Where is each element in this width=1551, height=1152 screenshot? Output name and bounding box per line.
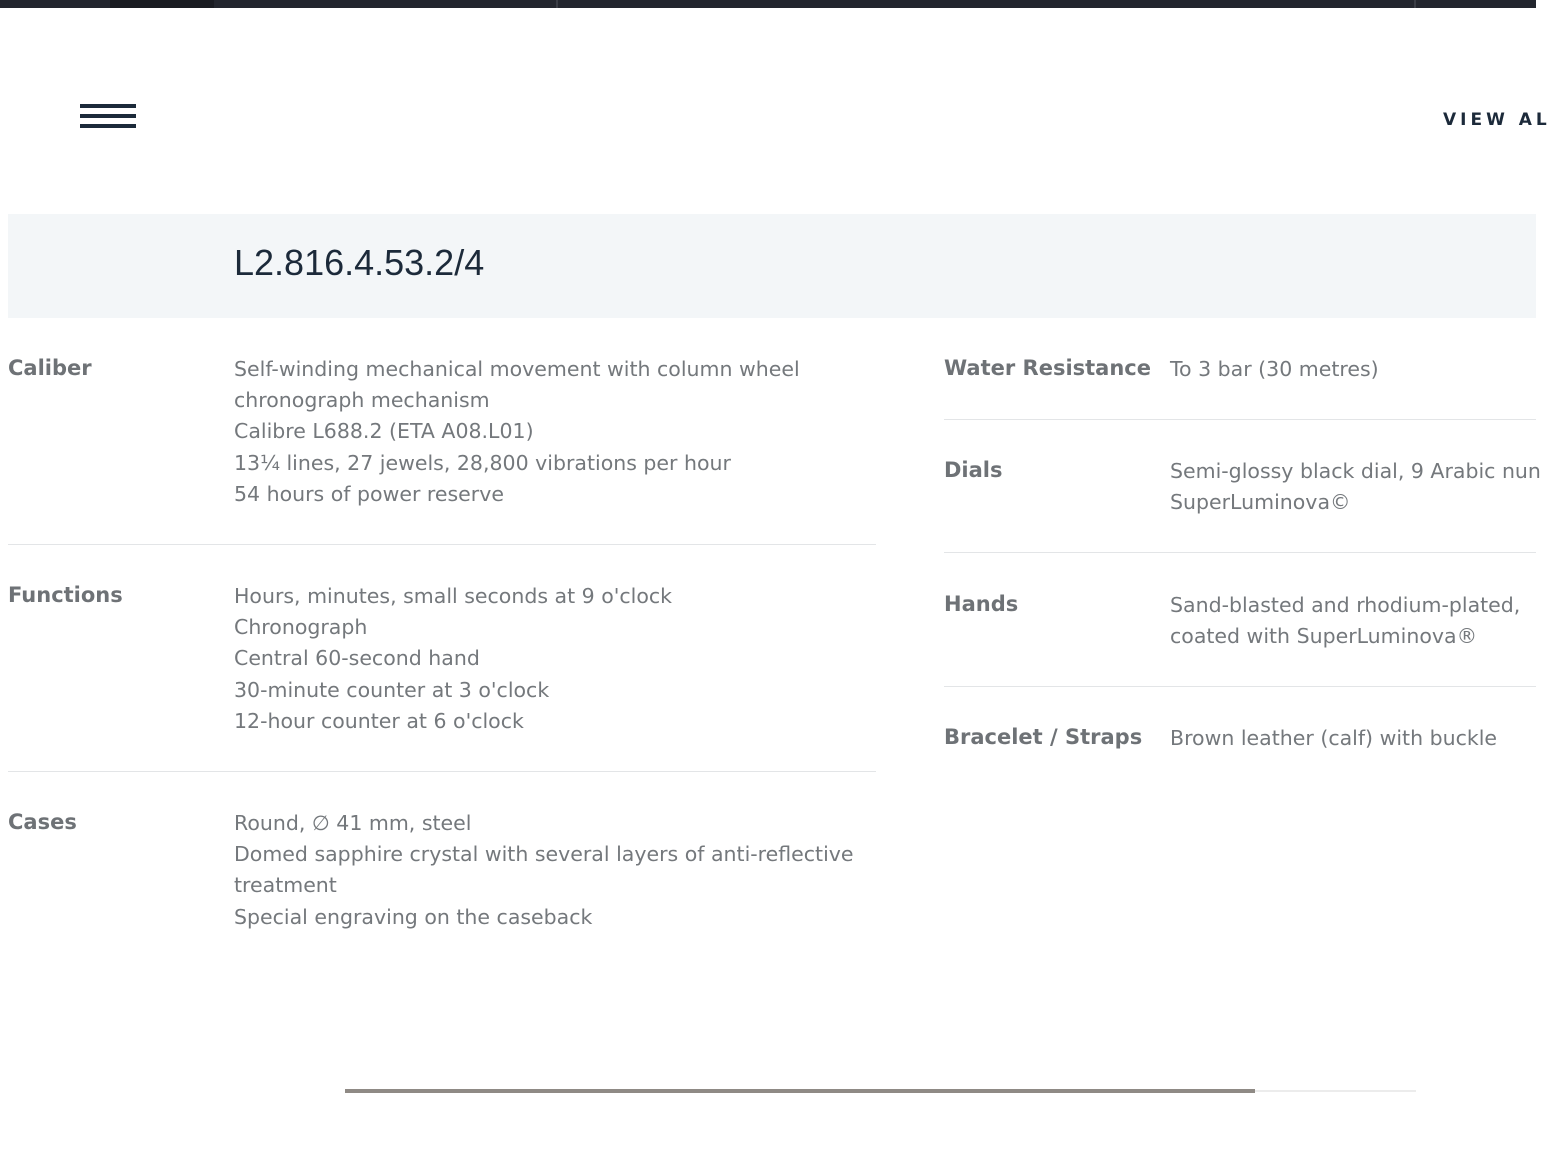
spec-line: Round, ∅ 41 mm, steel — [234, 811, 472, 835]
spec-label-water-resistance: Water Resistance — [944, 356, 1151, 380]
product-reference: L2.816.4.53.2/4 — [234, 242, 485, 283]
hamburger-line — [80, 124, 136, 128]
spec-value-caliber — [234, 354, 800, 510]
spec-label-hands: Hands — [944, 592, 1019, 616]
spec-line: Calibre L688.2 (ETA A08.L01) — [234, 419, 534, 444]
spec-line: chronograph mechanism — [234, 388, 490, 413]
spec-line: Domed sapphire crystal with several layers of anti-reflective — [234, 842, 854, 867]
spec-value-hands — [1170, 590, 1520, 652]
spec-line: Self-winding mechanical movement with column wheel — [234, 357, 800, 381]
spec-value-bracelet-straps — [1170, 723, 1497, 754]
spec-divider — [944, 686, 1536, 687]
spec-label-bracelet-straps: Bracelet / Straps — [944, 725, 1143, 749]
spec-divider — [8, 771, 876, 772]
spec-divider — [8, 544, 876, 545]
spec-line: treatment — [234, 873, 337, 898]
spec-value-dials — [1170, 456, 1541, 518]
top-bar-divider — [1414, 0, 1416, 8]
spec-line: Sand-blasted and rhodium-plated, — [1170, 593, 1521, 617]
spec-line: Chronograph — [234, 615, 368, 640]
hamburger-line — [80, 114, 136, 118]
spec-line: 54 hours of power reserve — [234, 481, 504, 506]
spec-label-caliber: Caliber — [8, 356, 92, 380]
spec-line: Hours, minutes, small seconds at 9 o'clock — [234, 584, 673, 608]
spec-divider — [944, 552, 1536, 553]
spec-label-dials: Dials — [944, 458, 1003, 482]
top-bar-segment — [110, 0, 214, 8]
hamburger-menu-icon[interactable] — [80, 104, 136, 136]
spec-label-cases: Cases — [8, 810, 77, 834]
spec-line: To 3 bar (30 metres) — [1170, 357, 1379, 381]
spec-line: 13¼ lines, 27 jewels, 28,800 vibrations per hour — [234, 450, 731, 475]
spec-label-functions: Functions — [8, 583, 123, 607]
spec-line: 30-minute counter at 3 o'clock — [234, 677, 550, 702]
spec-line: SuperLuminova© — [1170, 490, 1351, 515]
spec-line: Special engraving on the caseback — [234, 904, 593, 929]
spec-line: 12-hour counter at 6 o'clock — [234, 708, 524, 733]
spec-value-cases — [234, 808, 854, 933]
scroll-progress-bar[interactable] — [345, 1090, 1416, 1092]
spec-line: Semi-glossy black dial, 9 Arabic nun — [1170, 459, 1541, 483]
top-bar-divider — [556, 0, 558, 8]
spec-divider — [944, 419, 1536, 420]
hamburger-line — [80, 104, 136, 108]
top-bar — [0, 0, 1536, 8]
spec-value-functions — [234, 581, 672, 737]
spec-value-water-resistance — [1170, 354, 1379, 385]
spec-line: Brown leather (calf) with buckle — [1170, 726, 1498, 750]
spec-line: Central 60-second hand — [234, 646, 480, 671]
scroll-progress-fill — [345, 1089, 1255, 1093]
spec-line: coated with SuperLuminova® — [1170, 624, 1478, 649]
view-all-link[interactable]: VIEW AL — [1443, 110, 1551, 130]
